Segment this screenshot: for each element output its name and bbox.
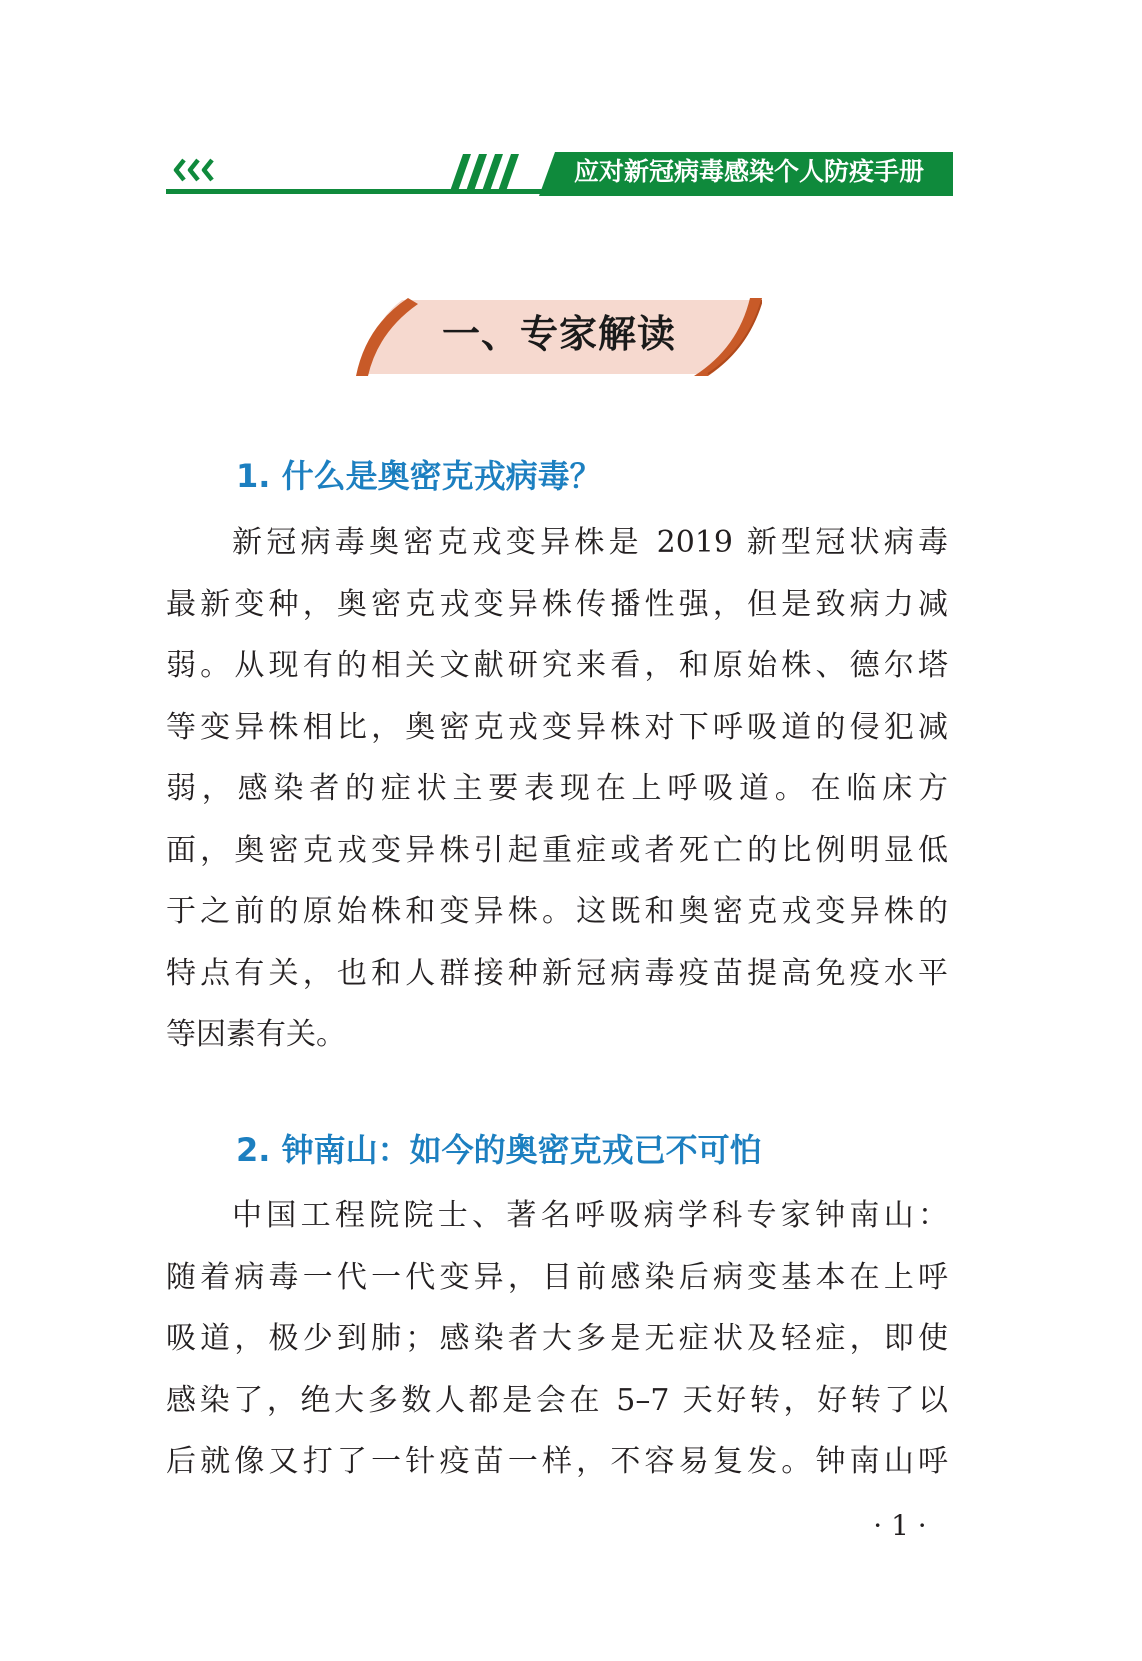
body-line: 中国工程院院士、著名呼吸病学科专家钟南山： <box>232 1198 948 1233</box>
section-banner <box>356 298 762 376</box>
chevron-left-icon <box>172 156 220 184</box>
body-line: 最新变种，奥密克戎变异株传播性强，但是致病力减 <box>166 586 948 622</box>
body-line: 特点有关，也和人群接种新冠病毒疫苗提高免疫水平 <box>166 955 948 991</box>
page-number: · 1 · <box>873 1509 927 1542</box>
body-line: 弱，感染者的症状主要表现在上呼吸道。在临床方 <box>166 771 948 806</box>
running-header <box>166 152 953 196</box>
body-line: 后就像又打了一针疫苗一样，不容易复发。钟南山呼 <box>166 1444 948 1479</box>
header-title: 应对新冠病毒感染个人防疫手册 <box>573 157 924 186</box>
body-line: 于之前的原始株和变异株。这既和奥密克戎变异株的 <box>166 894 948 929</box>
question-heading: 1. 什么是奥密克戎病毒？ <box>236 457 602 495</box>
body-line: 新冠病毒奥密克戎变异株是 2019 新型冠状病毒 <box>232 525 948 560</box>
body-line: 面，奥密克戎变异株引起重症或者死亡的比例明显低 <box>166 832 948 868</box>
body-line: 等变异株相比，奥密克戎变异株对下呼吸道的侵犯减 <box>166 709 948 745</box>
body-line: 随着病毒一代一代变异，目前感染后病变基本在上呼 <box>166 1259 948 1295</box>
question-body <box>166 512 948 1066</box>
body-line: 吸道，极少到肺；感染者大多是无症状及轻症，即使 <box>166 1321 948 1356</box>
body-line: 感染了，绝大多数人都是会在 5–7 天好转，好转了以 <box>166 1382 948 1418</box>
section-title: 一、专家解读 <box>441 311 676 356</box>
question-body <box>166 1185 948 1493</box>
body-line: 弱。从现有的相关文献研究来看，和原始株、德尔塔 <box>166 648 948 683</box>
body-line: 等因素有关。 <box>166 1017 346 1052</box>
question-heading: 2. 钟南山：如今的奥密克戎已不可怕 <box>236 1131 762 1169</box>
